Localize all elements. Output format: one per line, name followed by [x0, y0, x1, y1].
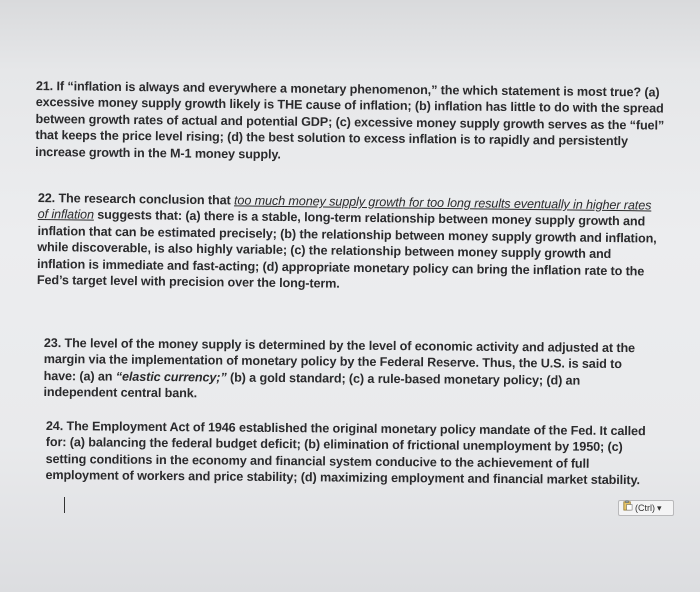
question-24-text: 24. The Employment Act of 1946 established the original monetary policy mandate of the Fed. It called for: (a) balancing the federal budget deficit; (b) elimination of frictional unemployment by 1950; (c) setting conditions in the economy and financial system conducive to the achievement of full employment of workers and price stability; (d) maximizing employment and financial market stability.: [45, 418, 646, 488]
question-22: [37, 190, 660, 296]
question-23: [43, 335, 644, 406]
clipboard-icon: [622, 500, 633, 516]
text-cursor: [64, 497, 65, 513]
question-22-intro: 22. The research conclusion that: [37, 190, 235, 208]
question-22-rest: suggests that: (a) there is a stable, long-term relationship between money supply growth and inflation that can be estimated precisely; (b) the relationship between money supply growth and inflation, while discoverable, is also highly variable; (c) the relationship between money supply growth and inflation is immediate and fast-acting; (d) appropriate monetary policy can bring the inflation rate to the Fed’s target level with precision over the long-term.: [36, 208, 657, 291]
question-23-intro: 23. The level of the money supply is determined by the level of economic activity and adjusted at the margin via the implementation of monetary policy by the Federal Reserve. Thus, the U.S. is said to have: (a) an: [43, 335, 636, 384]
chevron-down-icon: ▾: [657, 503, 662, 513]
paste-options-button[interactable]: [618, 500, 674, 516]
question-22-underlined-phrase: too much money supply growth for too long results eventually in higher rates of inflation: [37, 193, 652, 223]
paste-options-label: (Ctrl): [635, 503, 655, 513]
question-21: [35, 78, 666, 167]
question-21-text: 21. If “inflation is always and everywhere a monetary phenomenon,” the which statement is most true? (a) excessive money supply growth likely is THE cause of inflation; (b) inflation has little to do with the spread between growth rates of actual and potential GDP; (c) excessive money supply growth serves as the “fuel” that keeps the price level rising; (d) the best solution to excess inflation is to rapidly and persistently increase growth in the M-1 money supply.: [35, 78, 665, 162]
question-24: [45, 418, 646, 489]
question-23-italic-term: “elastic currency;”: [115, 369, 227, 385]
question-23-rest: (b) a gold standard; (c) a rule-based monetary policy; (d) an independent central bank.: [43, 370, 581, 401]
